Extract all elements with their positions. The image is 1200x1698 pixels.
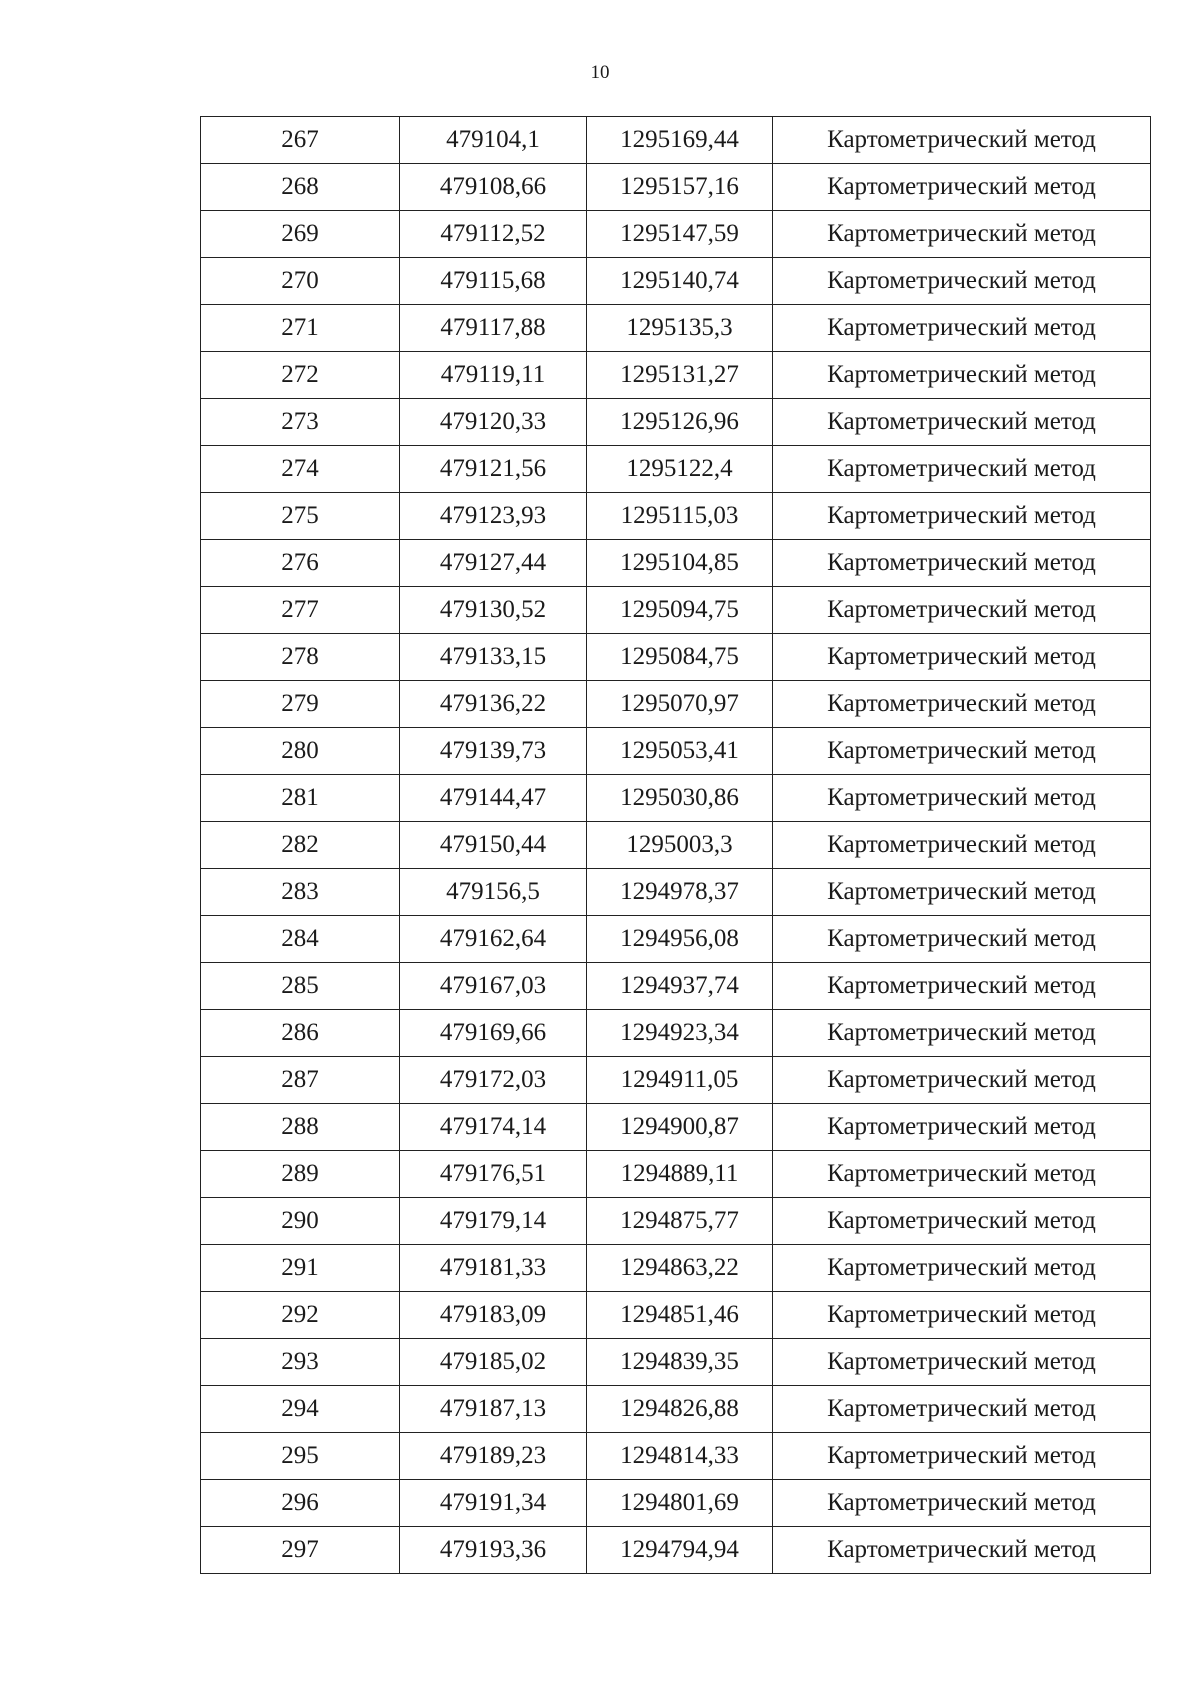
x-coordinate-cell: 479123,93 (400, 493, 587, 540)
table-row (201, 446, 1151, 493)
point-number-cell: 281 (201, 775, 400, 822)
method-cell: Картометрический метод (773, 1292, 1151, 1339)
table-row (201, 1245, 1151, 1292)
x-coordinate-cell: 479174,14 (400, 1104, 587, 1151)
method-cell: Картометрический метод (773, 258, 1151, 305)
table-row (201, 1480, 1151, 1527)
point-number-cell: 294 (201, 1386, 400, 1433)
table-row (201, 1292, 1151, 1339)
point-number-cell: 279 (201, 681, 400, 728)
x-coordinate-cell: 479112,52 (400, 211, 587, 258)
point-number-cell: 271 (201, 305, 400, 352)
table-row (201, 540, 1151, 587)
y-coordinate-cell: 1295094,75 (587, 587, 773, 634)
table-row (201, 916, 1151, 963)
x-coordinate-cell: 479189,23 (400, 1433, 587, 1480)
x-coordinate-cell: 479181,33 (400, 1245, 587, 1292)
y-coordinate-cell: 1294814,33 (587, 1433, 773, 1480)
table-row (201, 164, 1151, 211)
table-row (201, 963, 1151, 1010)
y-coordinate-cell: 1294863,22 (587, 1245, 773, 1292)
point-number-cell: 269 (201, 211, 400, 258)
y-coordinate-cell: 1295131,27 (587, 352, 773, 399)
x-coordinate-cell: 479139,73 (400, 728, 587, 775)
table-row (201, 399, 1151, 446)
point-number-cell: 270 (201, 258, 400, 305)
method-cell: Картометрический метод (773, 822, 1151, 869)
point-number-cell: 274 (201, 446, 400, 493)
point-number-cell: 287 (201, 1057, 400, 1104)
table-row (201, 822, 1151, 869)
method-cell: Картометрический метод (773, 1151, 1151, 1198)
x-coordinate-cell: 479183,09 (400, 1292, 587, 1339)
method-cell: Картометрический метод (773, 352, 1151, 399)
method-cell: Картометрический метод (773, 1198, 1151, 1245)
method-cell: Картометрический метод (773, 1386, 1151, 1433)
x-coordinate-cell: 479179,14 (400, 1198, 587, 1245)
x-coordinate-cell: 479136,22 (400, 681, 587, 728)
table-row (201, 1433, 1151, 1480)
table-row (201, 869, 1151, 916)
point-number-cell: 272 (201, 352, 400, 399)
x-coordinate-cell: 479117,88 (400, 305, 587, 352)
x-coordinate-cell: 479108,66 (400, 164, 587, 211)
method-cell: Картометрический метод (773, 164, 1151, 211)
point-number-cell: 278 (201, 634, 400, 681)
table-row (201, 1151, 1151, 1198)
method-cell: Картометрический метод (773, 681, 1151, 728)
x-coordinate-cell: 479191,34 (400, 1480, 587, 1527)
point-number-cell: 280 (201, 728, 400, 775)
table-row (201, 211, 1151, 258)
method-cell: Картометрический метод (773, 493, 1151, 540)
page-number: 10 (590, 62, 610, 83)
x-coordinate-cell: 479144,47 (400, 775, 587, 822)
table-row (201, 1104, 1151, 1151)
y-coordinate-cell: 1294900,87 (587, 1104, 773, 1151)
method-cell: Картометрический метод (773, 399, 1151, 446)
method-cell: Картометрический метод (773, 211, 1151, 258)
x-coordinate-cell: 479104,1 (400, 117, 587, 164)
x-coordinate-cell: 479121,56 (400, 446, 587, 493)
x-coordinate-cell: 479172,03 (400, 1057, 587, 1104)
point-number-cell: 290 (201, 1198, 400, 1245)
y-coordinate-cell: 1294839,35 (587, 1339, 773, 1386)
x-coordinate-cell: 479120,33 (400, 399, 587, 446)
table-row (201, 1057, 1151, 1104)
y-coordinate-cell: 1295135,3 (587, 305, 773, 352)
y-coordinate-cell: 1294826,88 (587, 1386, 773, 1433)
point-number-cell: 273 (201, 399, 400, 446)
method-cell: Картометрический метод (773, 117, 1151, 164)
y-coordinate-cell: 1295104,85 (587, 540, 773, 587)
x-coordinate-cell: 479130,52 (400, 587, 587, 634)
y-coordinate-cell: 1294851,46 (587, 1292, 773, 1339)
y-coordinate-cell: 1294937,74 (587, 963, 773, 1010)
y-coordinate-cell: 1295147,59 (587, 211, 773, 258)
x-coordinate-cell: 479133,15 (400, 634, 587, 681)
table-row (201, 352, 1151, 399)
y-coordinate-cell: 1295115,03 (587, 493, 773, 540)
point-number-cell: 283 (201, 869, 400, 916)
y-coordinate-cell: 1294889,11 (587, 1151, 773, 1198)
table-row (201, 258, 1151, 305)
y-coordinate-cell: 1295169,44 (587, 117, 773, 164)
y-coordinate-cell: 1294978,37 (587, 869, 773, 916)
y-coordinate-cell: 1295084,75 (587, 634, 773, 681)
table-row (201, 775, 1151, 822)
table-row (201, 1527, 1151, 1574)
table-row (201, 1386, 1151, 1433)
point-number-cell: 286 (201, 1010, 400, 1057)
method-cell: Картометрический метод (773, 1057, 1151, 1104)
table-row (201, 117, 1151, 164)
method-cell: Картометрический метод (773, 1339, 1151, 1386)
method-cell: Картометрический метод (773, 1480, 1151, 1527)
method-cell: Картометрический метод (773, 1245, 1151, 1292)
point-number-cell: 268 (201, 164, 400, 211)
x-coordinate-cell: 479127,44 (400, 540, 587, 587)
y-coordinate-cell: 1294794,94 (587, 1527, 773, 1574)
x-coordinate-cell: 479119,11 (400, 352, 587, 399)
x-coordinate-cell: 479156,5 (400, 869, 587, 916)
y-coordinate-cell: 1295126,96 (587, 399, 773, 446)
table-body (201, 117, 1151, 1574)
table-row (201, 1010, 1151, 1057)
y-coordinate-cell: 1295122,4 (587, 446, 773, 493)
method-cell: Картометрический метод (773, 869, 1151, 916)
coordinates-table (200, 116, 1151, 1574)
table-row (201, 587, 1151, 634)
method-cell: Картометрический метод (773, 540, 1151, 587)
method-cell: Картометрический метод (773, 775, 1151, 822)
point-number-cell: 267 (201, 117, 400, 164)
table-row (201, 1339, 1151, 1386)
method-cell: Картометрический метод (773, 1527, 1151, 1574)
point-number-cell: 276 (201, 540, 400, 587)
x-coordinate-cell: 479167,03 (400, 963, 587, 1010)
point-number-cell: 288 (201, 1104, 400, 1151)
table-row (201, 681, 1151, 728)
point-number-cell: 277 (201, 587, 400, 634)
method-cell: Картометрический метод (773, 305, 1151, 352)
point-number-cell: 295 (201, 1433, 400, 1480)
point-number-cell: 296 (201, 1480, 400, 1527)
point-number-cell: 282 (201, 822, 400, 869)
point-number-cell: 297 (201, 1527, 400, 1574)
table-row (201, 1198, 1151, 1245)
y-coordinate-cell: 1294956,08 (587, 916, 773, 963)
x-coordinate-cell: 479150,44 (400, 822, 587, 869)
point-number-cell: 293 (201, 1339, 400, 1386)
y-coordinate-cell: 1294801,69 (587, 1480, 773, 1527)
point-number-cell: 285 (201, 963, 400, 1010)
table-row (201, 634, 1151, 681)
y-coordinate-cell: 1295070,97 (587, 681, 773, 728)
x-coordinate-cell: 479187,13 (400, 1386, 587, 1433)
x-coordinate-cell: 479162,64 (400, 916, 587, 963)
y-coordinate-cell: 1295003,3 (587, 822, 773, 869)
method-cell: Картометрический метод (773, 634, 1151, 681)
table-row (201, 728, 1151, 775)
method-cell: Картометрический метод (773, 446, 1151, 493)
y-coordinate-cell: 1295030,86 (587, 775, 773, 822)
x-coordinate-cell: 479185,02 (400, 1339, 587, 1386)
x-coordinate-cell: 479193,36 (400, 1527, 587, 1574)
point-number-cell: 284 (201, 916, 400, 963)
x-coordinate-cell: 479169,66 (400, 1010, 587, 1057)
method-cell: Картометрический метод (773, 916, 1151, 963)
y-coordinate-cell: 1294875,77 (587, 1198, 773, 1245)
x-coordinate-cell: 479176,51 (400, 1151, 587, 1198)
point-number-cell: 275 (201, 493, 400, 540)
method-cell: Картометрический метод (773, 728, 1151, 775)
point-number-cell: 292 (201, 1292, 400, 1339)
method-cell: Картометрический метод (773, 1010, 1151, 1057)
point-number-cell: 291 (201, 1245, 400, 1292)
method-cell: Картометрический метод (773, 963, 1151, 1010)
y-coordinate-cell: 1294911,05 (587, 1057, 773, 1104)
x-coordinate-cell: 479115,68 (400, 258, 587, 305)
y-coordinate-cell: 1295157,16 (587, 164, 773, 211)
y-coordinate-cell: 1295140,74 (587, 258, 773, 305)
y-coordinate-cell: 1294923,34 (587, 1010, 773, 1057)
y-coordinate-cell: 1295053,41 (587, 728, 773, 775)
point-number-cell: 289 (201, 1151, 400, 1198)
method-cell: Картометрический метод (773, 1433, 1151, 1480)
table-row (201, 493, 1151, 540)
method-cell: Картометрический метод (773, 1104, 1151, 1151)
table-row (201, 305, 1151, 352)
method-cell: Картометрический метод (773, 587, 1151, 634)
